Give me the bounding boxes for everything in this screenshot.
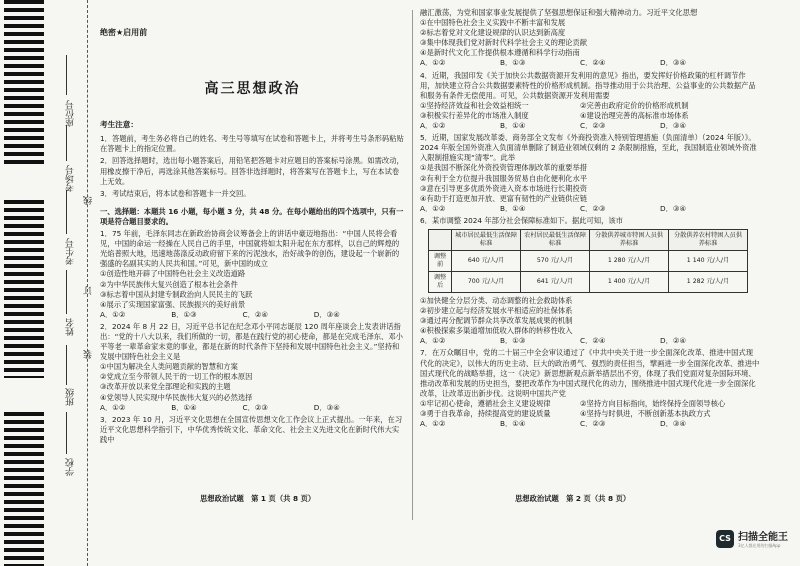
option: ④有助于打造更加开放、更富有韧性的产业链供应链: [420, 193, 588, 203]
choice-d[interactable]: D．③④: [313, 402, 340, 412]
choice-c[interactable]: C．②③: [242, 402, 268, 412]
school-field: 学校: [66, 458, 76, 476]
notice-heading: 考生注意：: [100, 120, 138, 130]
option: ④积极探索多渠道增加低收入群体的转移性收入: [420, 326, 573, 336]
answer-choices: [100, 403, 405, 413]
question-3-continued: 融汇激荡，为党和国家事业发展提供了坚强思想保证和强大精神动力。习近平文化思想: [420, 8, 698, 17]
choice-a[interactable]: A．①②: [100, 402, 126, 412]
option: ③勇于自我革命，持续提高党的建设质量: [420, 409, 551, 418]
table-cell: 570 元/人/月: [521, 250, 590, 271]
option-row: [420, 409, 760, 419]
barcode-bars-bottom: [4, 412, 44, 566]
table-cell: 调整后: [429, 271, 452, 292]
choice-c[interactable]: C．②④: [580, 336, 606, 346]
table-header: 城市居民最低生活保障标准: [452, 229, 521, 250]
table-header-row: [429, 229, 748, 250]
choice-c[interactable]: C．②④: [580, 58, 606, 68]
school-line: [66, 412, 67, 454]
choice-d[interactable]: D．③④: [660, 203, 686, 213]
barcode-bars-middle: [4, 200, 44, 378]
answer-choices: [420, 204, 760, 214]
answer-choices: [420, 58, 760, 68]
watermark-tagline: 3亿人都在用的扫描App: [738, 543, 781, 548]
table-header: 农村居民最低生活保障标准: [521, 229, 590, 250]
watermark-name: 扫描全能王: [738, 532, 788, 543]
choice-d[interactable]: D．③④: [660, 58, 686, 68]
choice-b[interactable]: B．①③: [171, 309, 197, 319]
binding-strip: [0, 0, 98, 566]
option: ①坚持经济效益和社会效益相统一: [420, 100, 529, 110]
class-line: [66, 345, 67, 385]
table-cell: 1 140 元/人/月: [669, 250, 748, 271]
option: ④展示了实现国家富强、民族振兴的美好前景: [100, 299, 246, 309]
page-title: 高三思想政治: [204, 81, 301, 98]
name-field: 姓名: [66, 318, 76, 336]
option-row: [420, 101, 760, 111]
option: ②标志着党对文化建设规律的认识达到新高度: [420, 28, 566, 38]
table-cell: 640 元/人/月: [452, 250, 521, 271]
option: ④建设治理完善的高标准市场体系: [580, 110, 689, 120]
seat-number-line: [66, 55, 67, 95]
question-2: 2．2024 年 8 月 22 日，习近平总书记在纪念邓小平同志诞辰 120 周年座谈会上发表讲话指出：“党的十八大以来，我们所做的一切，都是在践行党的初心使命，都是在完成毛泽东、邓小平等老一辈革命家未竟的事业，都是在新的时代条件下坚持和发展中国特色社会主义。”坚持和发展中国特色社会主义是: [100, 321, 403, 362]
option: ②初步建立起与经济发展水平相适应的社保体系: [420, 306, 573, 316]
option: ①在中国特色社会主义实践中不断丰富和发展: [420, 18, 566, 28]
exam-room-field: 考场号: [66, 165, 76, 192]
option: ④党领导人民实现中华民族伟大复兴的必然选择: [100, 392, 253, 402]
option: ④坚持与时俱进，不断创新基本执政方式: [580, 409, 711, 418]
table-row: [429, 250, 748, 271]
seat-number-field: 座位号: [66, 100, 76, 127]
page-footer: 思想政治试题 第 1 页（共 8 页）: [200, 494, 316, 503]
choice-d[interactable]: D．③④: [313, 309, 340, 319]
option: ②有利于全方位提升我国服务贸易自由化便利化水平: [420, 173, 588, 183]
candidate-number-line: [66, 190, 67, 234]
answer-choices: [100, 310, 405, 320]
notice-item: 1．答题前，考生务必将自己的姓名、考生号等填写在试卷和答题卡上，并将考生号条形码粘贴在答题卡上的指定位置。: [100, 134, 404, 154]
choice-a[interactable]: A．①②: [420, 419, 446, 429]
candidate-number-field: 考生号: [66, 238, 76, 265]
question-4: 4．近期，我国印发《关于加快公共数据资源开发利用的意见》指出，要发挥好价格政策的杠杆调节作用，加快建立符合公共数据要素特性的价格形成机制。指导推动用于公共治理、公益事业的公共数据产品和服务有条件无偿使用。可见，公共数据资源开发利用需要: [420, 70, 756, 100]
confidential-label: 绝密★启用前: [100, 28, 148, 37]
page-divider: [412, 10, 413, 520]
option: ③标志着中国从封建专制政治向人民民主的飞跃: [100, 289, 253, 299]
candidate-notice: [100, 120, 405, 199]
table-header: 分散供养城市特困人员供养标准: [590, 229, 669, 250]
choice-b[interactable]: B．①③: [500, 58, 526, 68]
option: ①是我国不断深化外资投资管理体制改革的重要举措: [420, 163, 588, 173]
question-5: 5．近期，国家发展改革委、商务部全文发布《外商投资准入特别管理措施（负面清单）（2024 年版）》。2024 年版全国外资准入负面清单删除了制造业领域仅剩的 2 条限制措施，至此，我国制造业领域外资准入限制措施实现“清零”。此举: [420, 133, 757, 163]
question-1: 1．75 年前，毛泽东同志在新政治协商会议筹备会上的讲话中豪迈地指出：“中国人民将会看见，中国的命运一经操在人民自己的手里，中国就将如太阳升起在东方那样，以自己的辉煌的光焰普照大地，迅速地荡涤反动政府留下来的污泥浊水，治好战争的创伤，建设起一个崭新的强盛的名副其实的人民共和国。”可见，新中国的成立: [100, 229, 400, 269]
barcode-bars-top: [4, 0, 44, 168]
question-3: 3．2023 年 10 月，习近平文化思想在全国宣传思想文化工作会议上正式提出。一年来，在习近平文化思想科学指引下，中华优秀传统文化、革命文化、社会主义先进文化在新时代伟大实践中: [100, 414, 403, 444]
answer-choices: [420, 336, 760, 346]
option: ①中国为解决全人类问题贡献的智慧和方案: [100, 362, 238, 372]
table-cell: 641 元/人/月: [521, 271, 590, 292]
choice-b[interactable]: B．①④: [171, 402, 197, 412]
table-cell: 1 400 元/人/月: [590, 271, 669, 292]
option: ①加快健全分层分类、动态调整的社会救助体系: [420, 295, 573, 305]
camscanner-logo-icon: CS: [716, 530, 734, 548]
option: ③意在引导更多优质外资进入资本市场进行长期投资: [420, 183, 588, 193]
option: ①牢记初心使命，遵循社会主义建设规律: [420, 398, 551, 408]
choice-a[interactable]: A．①②: [100, 309, 126, 319]
answer-choices: [420, 121, 760, 131]
option: ③集中体现我们党对新时代科学社会主义的理论贡献: [420, 38, 588, 48]
option-row: [420, 111, 760, 121]
name-line: [66, 270, 67, 314]
mark-seal: 装: [84, 350, 94, 359]
choice-c[interactable]: C．②③: [580, 419, 606, 429]
cut-line: [87, 0, 88, 566]
choice-b[interactable]: B．①④: [500, 203, 526, 213]
table-cell: 700 元/人/月: [452, 271, 521, 292]
answer-choices: [420, 419, 760, 429]
page-1: [100, 8, 405, 445]
question-6: 6．某市调整 2024 年部分社会保障标准如下。据此可知，该市: [420, 215, 623, 225]
class-field: 班级: [66, 388, 76, 406]
option: ②完善由政府定价的价格形成机制: [580, 100, 689, 110]
option: ③改革开放以来党全部理论和实践的主题: [100, 382, 231, 392]
choice-a[interactable]: A．①②: [420, 203, 446, 213]
social-security-table: [428, 229, 748, 293]
option: ④是新时代文化工作提供根本遵循和科学行动指南: [420, 48, 580, 58]
choice-a[interactable]: A．①②: [420, 121, 446, 131]
choice-d[interactable]: D．③④: [660, 419, 686, 429]
option: ①创造性地开辟了中国特色社会主义改造道路: [100, 269, 246, 279]
choice-b[interactable]: B．①④: [500, 121, 526, 131]
table-cell: 1 282 元/人/月: [669, 271, 748, 292]
question-7: 7．在万众瞩目中，党的二十届三中全会审议通过了《中共中央关于进一步全面深化改革、推进中国式现代化的决定》，以伟大的历史主动、巨大的政治勇气、强烈的责任担当，擘画进一步全面深化改革、推进中国式现代化的战略举措，这一《决定》新思想新观点新举措层出不穷，体现了我们党面对复杂国际环境、推动改革和发展的历史担当，要把改革作为中国式现代化的动力，围绕推进中国式现代化进一步全面深化改革，让改革迈出新步伐。这说明中国共产党: [420, 348, 760, 398]
choice-d[interactable]: D．③④: [660, 121, 686, 131]
choice-b[interactable]: B．①③: [500, 336, 526, 346]
mark-bind: 订: [84, 286, 94, 295]
mark-line: 线: [84, 196, 94, 205]
notice-item: 3．考试结束后，将本试卷和答题卡一并交回。: [100, 188, 251, 198]
choice-b[interactable]: B．①④: [500, 419, 526, 429]
option: ③积极实行差异化的市场准入制度: [420, 110, 529, 120]
table-cell: 调整前: [429, 250, 452, 271]
choice-d[interactable]: D．②④: [660, 336, 686, 346]
notice-item: 2．回答选择题时，选出每小题答案后，用铅笔把答题卡对应题目的答案标号涂黑。如需改动，用橡皮擦干净后，再选涂其他答案标号。回答非选择题时，将答案写在答题卡上，写在本试卷上无效。: [100, 156, 404, 186]
choice-c[interactable]: C．②④: [242, 309, 268, 319]
option: ②坚持方向目标指向，始终保持全面领导核心: [580, 398, 726, 408]
option-row: [420, 399, 760, 409]
section-heading: 一、选择题：本题共 16 小题，每小题 3 分，共 48 分。在每小题给出的四个选项中，只有一项是符合题目要求的。: [100, 206, 404, 226]
choice-a[interactable]: A．①②: [420, 58, 446, 68]
option: ③通过再分配调节群众共享改革发展成果的机制: [420, 316, 573, 326]
exam-room-line: [66, 125, 67, 161]
page-footer: 思想政治试题 第 2 页（共 8 页）: [515, 494, 631, 503]
table-cell: 1 280 元/人/月: [590, 250, 669, 271]
choice-c[interactable]: C．②③: [580, 121, 606, 131]
option: ②党成立至今带领人民干的一切工作的根本原因: [100, 372, 253, 382]
option: ②为中华民族伟大复兴创造了根本社会条件: [100, 279, 238, 289]
table-row: [429, 271, 748, 292]
table-header: 分散供养农村特困人员供养标准: [669, 229, 748, 250]
choice-c[interactable]: C．②③: [580, 203, 606, 213]
table-header: [429, 229, 452, 250]
choice-a[interactable]: A．①②: [420, 336, 446, 346]
page-2: [420, 8, 760, 429]
scanner-watermark: [716, 528, 788, 549]
